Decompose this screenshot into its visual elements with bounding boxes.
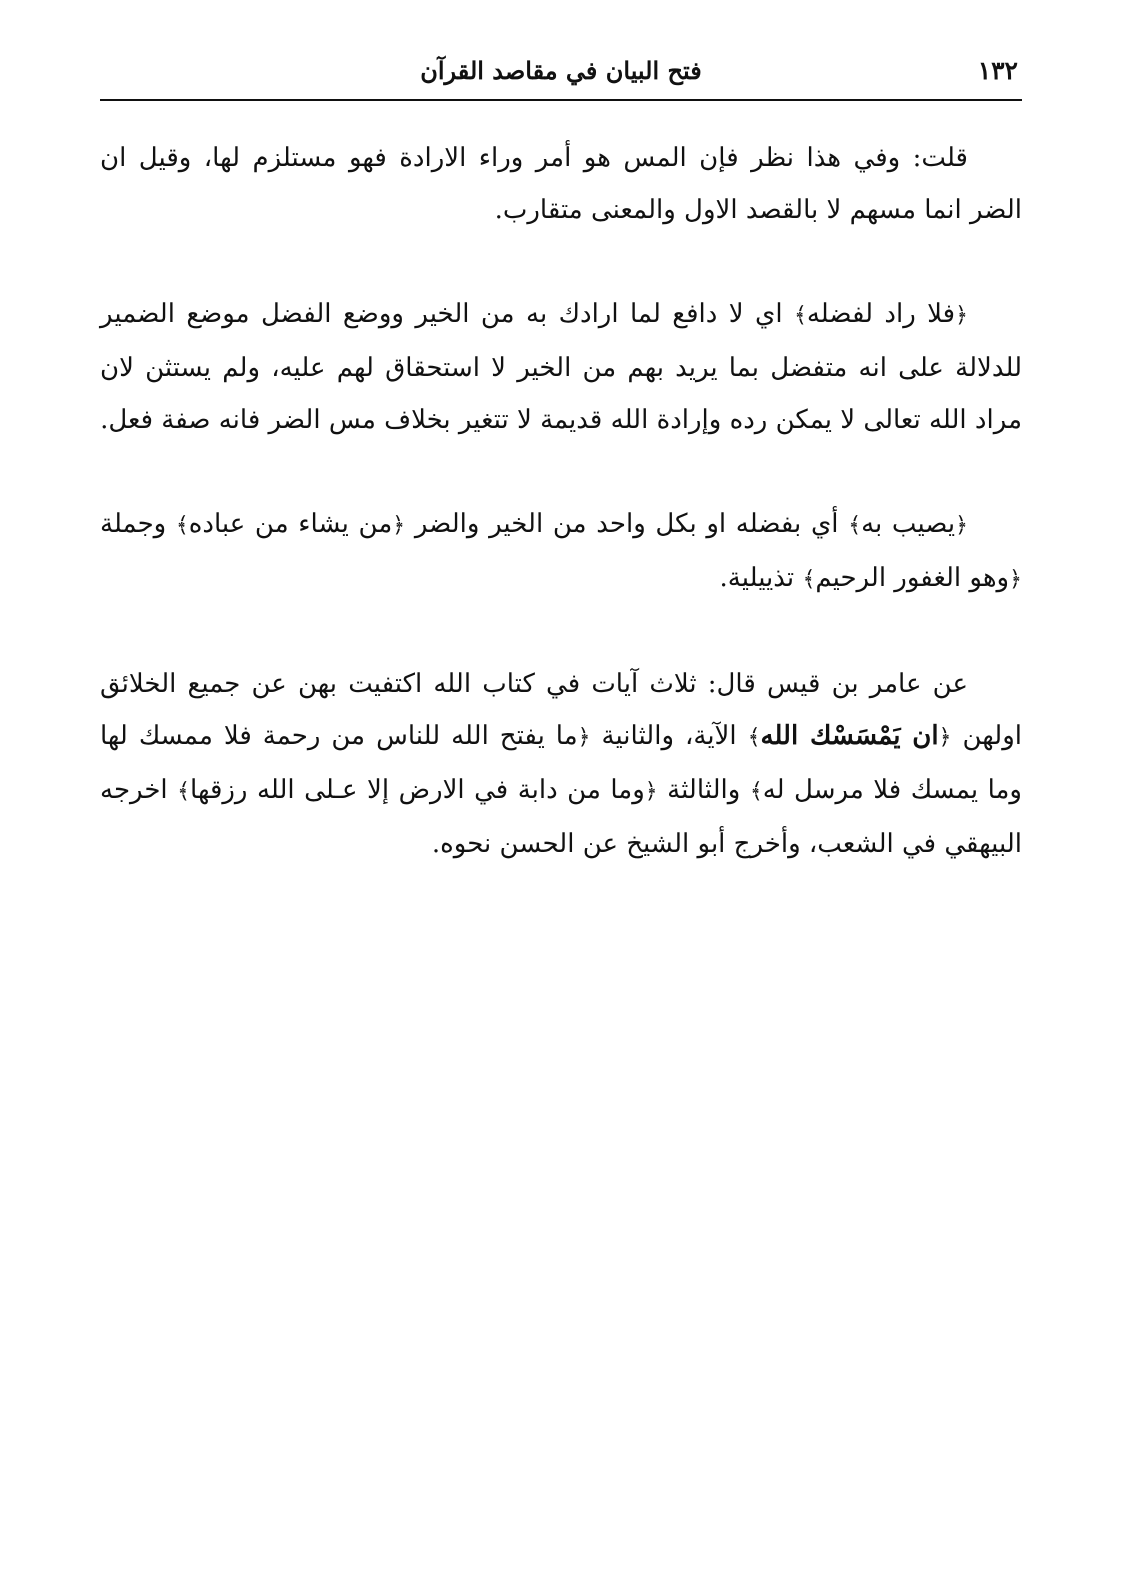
- paragraph-gap: [100, 606, 1022, 658]
- paragraph-1: [100, 132, 1022, 236]
- quran-quote-bold: ان يَمْسَسْك الله: [760, 721, 939, 751]
- quran-quote: وهو الغفور الرحيم: [815, 563, 1010, 593]
- quran-bracket-open: ﴿: [644, 779, 658, 804]
- paragraph-gap: [100, 446, 1022, 498]
- quran-bracket-open: ﴿: [938, 725, 952, 750]
- quran-bracket-open: ﴿: [955, 303, 969, 328]
- quran-bracket-close: ﴾: [747, 725, 761, 750]
- quran-quote: يصيب به: [861, 509, 956, 539]
- quran-bracket-open: ﴿: [1009, 567, 1022, 592]
- quran-quote: فلا راد لفضله: [806, 299, 956, 329]
- quran-bracket-close: ﴾: [848, 513, 862, 538]
- quran-bracket-close: ﴾: [749, 779, 763, 804]
- commentary-text: عن عامر بن قيس قال: ثلاث آيات في كتاب الله اكتفيت بهن عن جميع الخلائق اولهن: [100, 669, 1022, 751]
- quran-bracket-close: ﴾: [802, 567, 816, 592]
- book-title: فتح البيان في مقاصد القرآن: [420, 56, 702, 85]
- quran-bracket-close: ﴾: [793, 303, 807, 328]
- quran-bracket-open: ﴿: [955, 513, 968, 538]
- header-rule: [100, 99, 1022, 101]
- paragraph-3: [100, 498, 1022, 606]
- commentary-text: تذييلية.: [719, 563, 803, 593]
- paragraph-4: [100, 658, 1022, 870]
- paragraph-gap: [100, 236, 1022, 288]
- commentary-text: اي لا دافع لما ارادك به من الخير ووضع الفضل موضع الضمير للدلالة على انه متفضل بما يريد بهم من الخير لا استحقاق لهم عليه، ولم يستثن لان مراد الله تعالى لا يمكن رده وإرادة الله قديمة لا تتغير بخلاف مس الضر فانه صفة فعل.: [100, 299, 1022, 435]
- quran-quote: وما من دابة في الارض إلا عـلى الله رزقها: [190, 775, 645, 805]
- page-number: ١٣٢: [977, 56, 1018, 85]
- quran-bracket-open: ﴿: [577, 725, 591, 750]
- quran-quote: ما يفتح الله للناس من رحمة فلا ممسك لها وما يمسك فلا مرسل له: [100, 721, 1022, 805]
- paragraph-2: [100, 288, 1022, 446]
- commentary-text: وجملة: [100, 509, 176, 539]
- commentary-text: والثالثة: [657, 775, 750, 805]
- quran-bracket-close: ﴾: [177, 779, 191, 804]
- commentary-text: أي بفضله او بكل واحد من الخير والضر: [405, 509, 849, 539]
- commentary-text: اخرجه البيهقي في الشعب، وأخرج أبو الشيخ عن الحسن نحوه.: [100, 775, 1022, 859]
- body-text: [100, 132, 1022, 870]
- commentary-text: الآية، والثانية: [590, 721, 748, 751]
- quran-bracket-close: ﴾: [175, 513, 189, 538]
- quran-bracket-open: ﴿: [392, 513, 406, 538]
- quran-quote: من يشاء من عباده: [188, 509, 393, 539]
- running-header: [100, 52, 1022, 96]
- paragraph-1-text: قلت: وفي هذا نظر فإن المس هو أمر وراء الارادة فهو مستلزم لها، وقيل ان الضر انما مسهم لا بالقصد الاول والمعنى متقارب.: [100, 143, 1022, 225]
